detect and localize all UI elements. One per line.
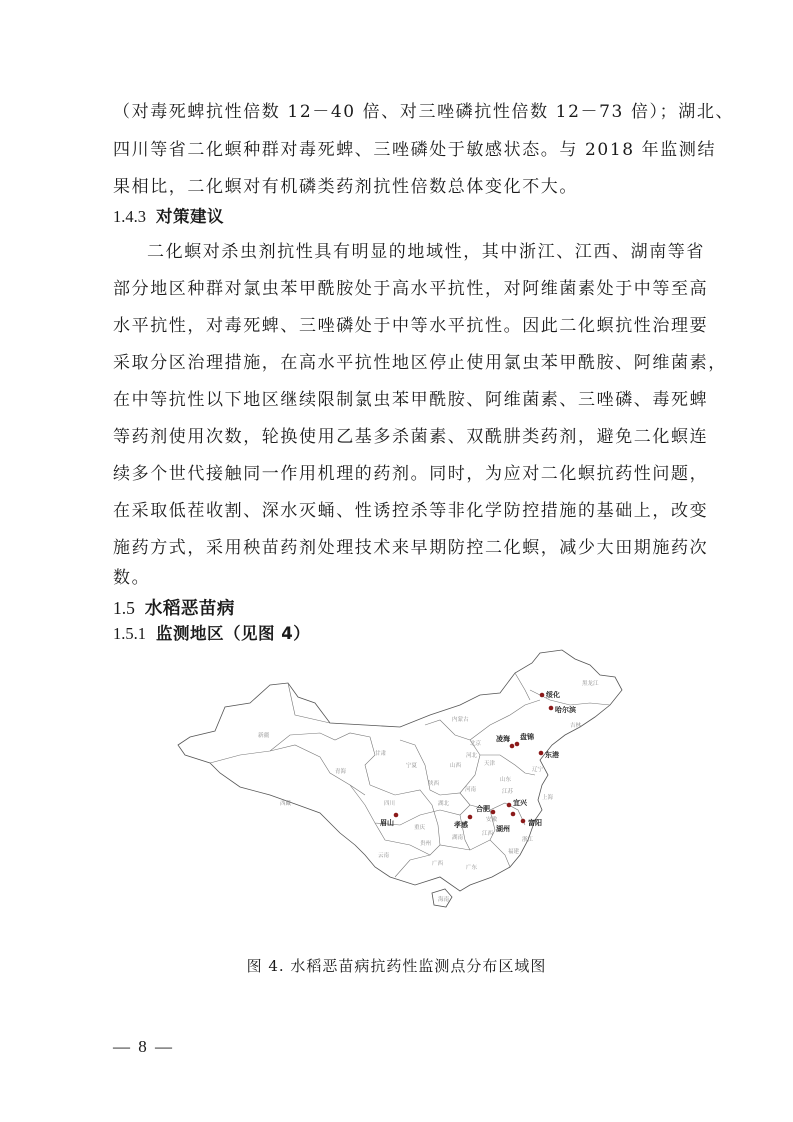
site-label: 湖州 [496,825,510,833]
province-label: 河南 [465,787,477,793]
province-label: 福建 [508,849,520,855]
map-outline [178,650,622,891]
province-label: 上海 [542,795,554,801]
site-marker [515,742,520,747]
province-label: 宁夏 [406,763,418,769]
section-number: 1.4.3 [113,207,146,226]
province-label: 贵州 [420,841,432,847]
section-number: 1.5 [113,598,135,618]
province-label: 吉林 [570,723,582,729]
site-marker [539,751,544,756]
site-label: 宜兴 [513,799,527,807]
province-label: 陕西 [428,781,440,787]
site-marker [468,815,473,820]
paragraph-line: 施药方式，采用秧苗药剂处理技术来早期防控二化螟，减少大田期施药次 [113,538,709,558]
paragraph-line: 部分地区种群对氯虫苯甲酰胺处于高水平抗性，对阿维菌素处于中等至高 [113,279,709,299]
site-label: 盘锦 [520,733,534,741]
province-label: 天津 [484,761,496,767]
section-number: 1.5.1 [113,624,146,643]
figure-caption: 图 4. 水稻恶苗病抗药性监测点分布区域图 [246,957,547,975]
province-label: 广西 [432,861,444,867]
section-heading-1-5-1 [113,623,685,645]
site-marker [511,812,516,817]
province-label: 甘肃 [375,751,387,757]
paragraph-line: 数。 [113,568,151,588]
province-label: 浙江 [522,837,534,843]
province-label: 云南 [378,853,390,859]
paragraph-line: 在采取低茬收割、深水灭蛹、性诱控杀等非化学防控措施的基础上，改变 [113,501,709,521]
province-label: 西藏 [280,801,292,807]
site-marker [540,693,545,698]
paragraph-line: 在中等抗性以下地区继续限制氯虫苯甲酰胺、阿维菌素、三唑磷、毒死蜱 [113,390,709,410]
province-label: 广东 [466,865,478,871]
province-label: 黑龙江 [582,681,599,687]
province-label: 山西 [450,763,462,769]
province-label: 辽宁 [532,767,544,773]
province-label: 安徽 [486,817,498,823]
china-monitoring-map [170,645,630,940]
site-marker [507,803,512,808]
province-label: 河北 [466,753,478,759]
page-number: — 8 — [113,1037,174,1056]
province-label: 北京 [470,741,482,747]
province-label: 江西 [482,831,494,837]
paragraph-line: 续多个世代接触同一作用机理的药剂。同时，为应对二化螟抗药性问题， [113,464,709,484]
site-marker [549,706,554,711]
site-marker [491,810,496,815]
province-label: 新疆 [258,733,270,739]
section-title: 水稻恶苗病 [144,599,235,619]
site-label: 东港 [545,751,559,759]
site-label: 眉山 [380,819,394,827]
province-label: 重庆 [414,825,426,831]
paragraph-line: 二化螟对杀虫剂抗性具有明显的地域性，其中浙江、江西、湖南等省 [147,242,705,262]
paragraph-line: 等药剂使用次数，轮换使用乙基多杀菌素、双酰肼类药剂，避免二化螟连 [113,427,709,447]
province-label: 湖北 [438,801,450,807]
province-label: 湖南 [452,835,464,841]
province-label: 山东 [500,777,512,783]
section-title: 监测地区（见图 4） [156,624,311,643]
site-marker [394,813,399,818]
paragraph-line: （对毒死蜱抗性倍数 12－40 倍、对三唑磷抗性倍数 12－73 倍）；湖北、 [113,102,735,122]
site-label: 哈尔滨 [555,706,576,714]
site-label: 合肥 [476,805,490,813]
paragraph-line: 水平抗性，对毒死蜱、三唑磷处于中等水平抗性。因此二化螟抗性治理要 [113,316,709,336]
province-label: 内蒙古 [452,717,469,723]
site-label: 富阳 [528,819,542,827]
province-label: 江苏 [502,789,514,795]
section-title: 对策建议 [156,207,224,226]
paragraph-line: 采取分区治理措施，在高水平抗性地区停止使用氯虫苯甲酰胺、阿维菌素， [113,353,727,373]
site-label: 孝感 [454,821,468,829]
site-label: 绥化 [546,691,560,699]
site-marker [521,819,526,824]
province-label: 海南 [438,897,450,903]
section-heading-1-4-3 [113,206,685,228]
province-label: 四川 [384,801,396,807]
section-heading-1-5 [113,597,685,620]
site-marker [510,744,515,749]
province-label: 青海 [335,769,347,775]
site-label: 凌海 [496,735,510,743]
paragraph-line: 果相比，二化螟对有机磷类药剂抗性倍数总体变化不大。 [113,177,578,197]
paragraph-line: 四川等省二化螟种群对毒死蜱、三唑磷处于敏感状态。与 2018 年监测结 [113,140,717,160]
